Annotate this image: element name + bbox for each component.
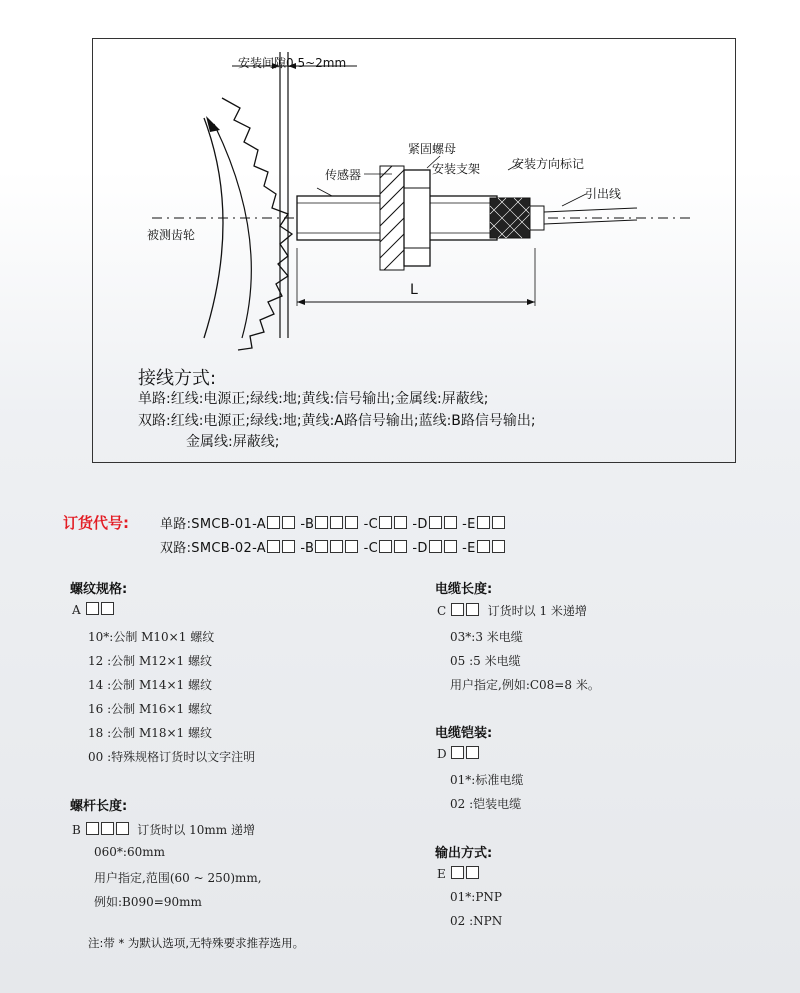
bracket-label: 安装支架 <box>432 162 481 176</box>
bracket-hatch <box>380 166 404 270</box>
rod-code: B 订货时以 10mm 递增 <box>72 823 255 837</box>
cable-length-item: 03*:3 米电缆 <box>450 630 523 644</box>
armor-item: 02 :铠装电缆 <box>450 797 522 811</box>
gear-label: 被测齿轮 <box>147 228 196 242</box>
wiring-single: 单路:红线:电源正;绿线:地;黄线:信号输出;金属线:屏蔽线; <box>138 391 489 407</box>
length-label: L <box>410 282 418 298</box>
output-item: 02 :NPN <box>450 914 503 928</box>
thread-item: 10*:公制 M10×1 螺纹 <box>88 630 215 644</box>
lock-nut <box>404 170 430 266</box>
thread-item: 18 :公制 M18×1 螺纹 <box>88 726 213 740</box>
order-dual: 双路:SMCB-02-A -B -C -D -E <box>160 537 506 556</box>
direction-mark-label: 安装方向标记 <box>512 157 585 171</box>
armor-code: D <box>437 746 480 761</box>
cable-length-item: 用户指定,例如:C08=8 米。 <box>450 678 600 692</box>
wiring-dual-cont: 金属线:屏蔽线; <box>186 434 280 450</box>
thread-item: 16 :公制 M16×1 螺纹 <box>88 702 213 716</box>
rotation-arrow-icon <box>214 124 251 338</box>
armor-title: 电缆铠装: <box>435 726 493 741</box>
lock-nut-label: 紧固螺母 <box>408 142 457 156</box>
default-note: 注:带 * 为默认选项,无特殊要求推荐选用。 <box>88 936 305 950</box>
rod-item: 060*:60mm <box>94 845 165 859</box>
rod-item: 例如:B090=90mm <box>94 895 202 909</box>
wiring-title: 接线方式: <box>138 368 217 389</box>
order-code-label: 订货代号: <box>63 514 129 532</box>
armor-item: 01*:标准电缆 <box>450 773 524 787</box>
thread-item: 14 :公制 M14×1 螺纹 <box>88 678 213 692</box>
cable-length-code: C 订货时以 1 米递增 <box>437 604 587 618</box>
cable-length-item: 05 :5 米电缆 <box>450 654 521 668</box>
thread-item: 12 :公制 M12×1 螺纹 <box>88 654 213 668</box>
lead-wire-label: 引出线 <box>585 187 622 201</box>
thread-title: 螺纹规格: <box>70 582 128 597</box>
gap-label: 安装间隙0.5~2mm <box>238 56 347 70</box>
output-title: 输出方式: <box>435 846 493 861</box>
order-single: 单路:SMCB-01-A -B -C -D -E <box>160 513 506 532</box>
rod-item: 用户指定,范围(60 ~ 250)mm, <box>94 871 262 885</box>
output-code: E <box>437 866 480 881</box>
output-item: 01*:PNP <box>450 890 502 904</box>
thread-code: A <box>72 602 115 617</box>
thread-item: 00 :特殊规格订货时以文字注明 <box>88 750 256 764</box>
sensor-label: 传感器 <box>325 168 362 182</box>
cable-length-title: 电缆长度: <box>435 582 493 597</box>
wiring-dual: 双路:红线:电源正;绿线:地;黄线:A路信号输出;蓝线:B路信号输出; <box>138 413 536 429</box>
rod-title: 螺杆长度: <box>70 799 128 814</box>
